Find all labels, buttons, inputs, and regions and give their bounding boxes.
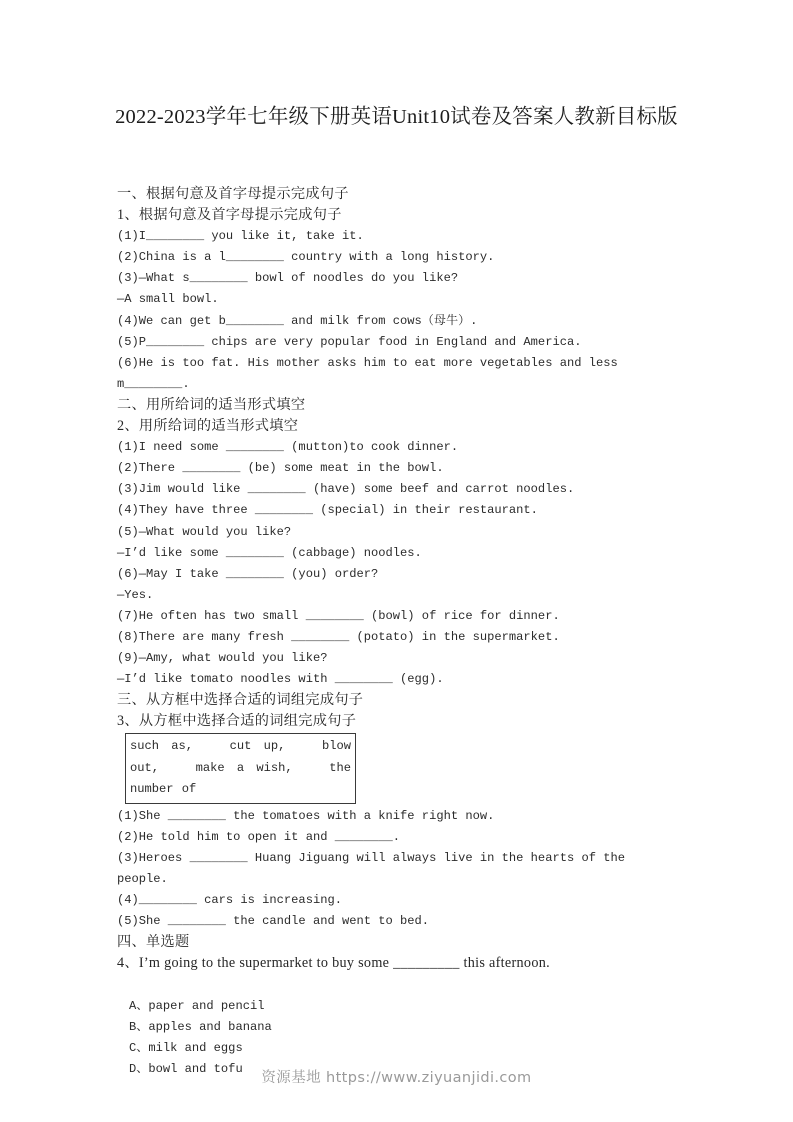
section-heading-4: 四、单选题 [117,934,190,951]
question-item: (2)There ________ (be) some meat in the bowl. [117,461,444,476]
question-item: (3)Jim would like ________ (have) some beef and carrot noodles. [117,482,575,497]
question-item: (5)P________ chips are very popular food in England and America. [117,334,582,349]
document-body [117,184,683,1080]
page-title: 2022-2023学年七年级下册英语Unit10试卷及答案人教新目标版 [115,106,678,128]
footer-watermark: 资源基地 https://www.ziyuanjidi.com [261,1070,532,1086]
question-item: —Yes. [117,587,154,602]
question-item: (5)She ________ the candle and went to bed. [117,914,430,929]
question-heading-3: 3、从方框中选择合适的词组完成句子 [117,713,357,730]
question-item: (1)I________ you like it, take it. [117,229,364,244]
question-item: (5)—What would you like? [117,524,292,539]
question-item: (8)There are many fresh ________ (potato) in the supermarket. [117,629,560,644]
question-item: (6)He is too fat. His mother asks him to eat more vegetables and less m________. [117,355,626,391]
question-item: (3)Heroes ________ Huang Jiguang will always live in the hearts of the people. [117,850,633,886]
question-item: (1)She ________ the tomatoes with a knife right now. [117,808,495,823]
question-item: —I’d like some ________ (cabbage) noodles. [117,545,422,560]
question-item: (4)We can get b________ and milk from cows（母牛）. [117,313,478,328]
section-heading-2: 二、用所给词的适当形式填空 [117,396,306,413]
question-item: (7)He often has two small ________ (bowl) of rice for dinner. [117,608,560,623]
choice-option-c[interactable]: C、milk and eggs [129,1040,243,1055]
question-item: —I’d like tomato noodles with ________ (egg). [117,672,444,687]
question-heading-4: 4、I’m going to the supermarket to buy some _________ this afternoon. [117,955,550,972]
choice-option-d[interactable]: D、bowl and tofu [129,1061,243,1076]
question-item: (4)They have three ________ (special) in their restaurant. [117,503,538,518]
word-bank-item: the number of [130,760,352,796]
section-heading-3: 三、从方框中选择合适的词组完成句子 [117,692,364,709]
choice-option-a[interactable]: A、paper and pencil [129,998,265,1013]
question-heading-2: 2、用所给词的适当形式填空 [117,418,299,435]
question-item: (3)—What s________ bowl of noodles do you like? [117,271,459,286]
choice-option-b[interactable]: B、apples and banana [129,1019,272,1034]
spacer [117,974,683,995]
question-item: —A small bowl. [117,292,219,307]
word-bank-item: blow out, [130,739,352,775]
word-bank-box [125,733,356,803]
section-heading-1: 一、根据句意及首字母提示完成句子 [117,186,349,202]
question-item: (6)—May I take ________ (you) order? [117,566,379,581]
question-item: (2)He told him to open it and ________. [117,829,401,844]
question-item: (2)China is a l________ country with a long history. [117,250,495,265]
word-bank-item: cut up, [229,739,286,754]
question-item: (9)—Amy, what would you like? [117,651,328,666]
question-item: (1)I need some ________ (mutton)to cook dinner. [117,440,459,455]
question-item: (4)________ cars is increasing. [117,893,342,908]
word-bank-item: make a wish, [195,760,293,775]
question-heading-1: 1、根据句意及首字母提示完成句子 [117,207,342,224]
word-bank-item: such as, [130,739,194,754]
